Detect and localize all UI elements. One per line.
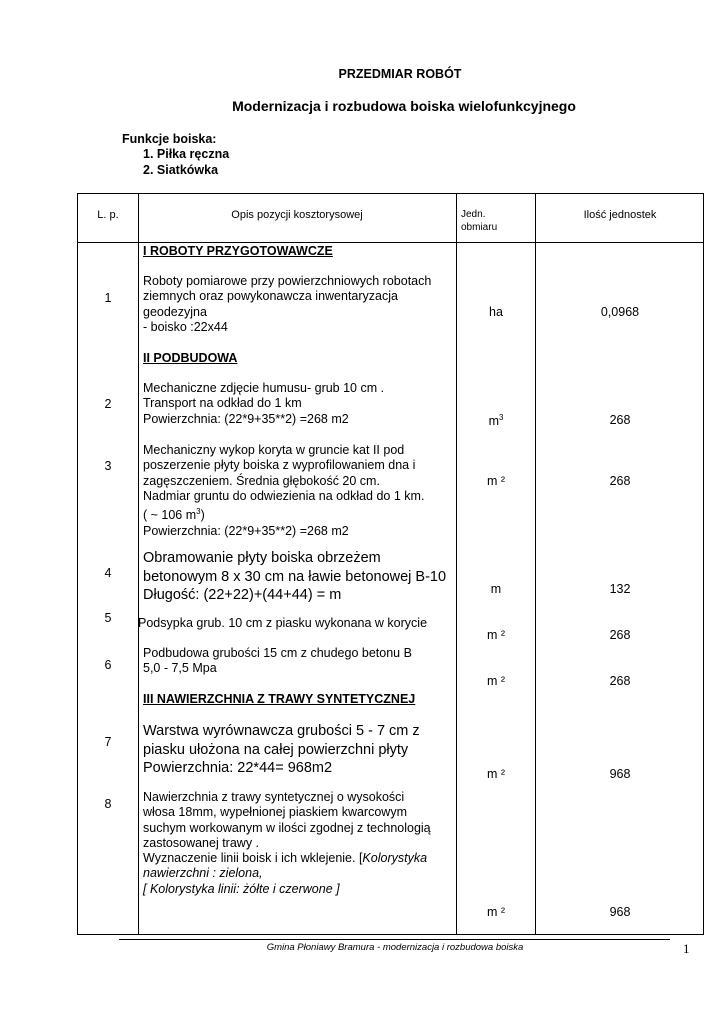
function-item: 1. Piłka ręczna <box>143 147 230 161</box>
footer-text: Gmina Płoniawy Bramura - modernizacja i rozbudowa boiska <box>266 942 524 953</box>
row-unit: m <box>490 582 502 596</box>
row-unit: m ² <box>486 674 506 688</box>
row-lp: 4 <box>104 566 112 580</box>
column-divider <box>138 194 139 934</box>
row-quantity: 132 <box>609 582 631 596</box>
row-unit: m ² <box>486 767 506 781</box>
row-description: Mechaniczne zdjęcie humusu- grub 10 cm . Transport na odkład do 1 km Powierzchnia: (22*9+35**2) =268 m2 <box>143 381 385 426</box>
row-lp: 1 <box>104 291 112 305</box>
row-description: Nawierzchnia z trawy syntetycznej o wysokości włosa 18mm, wypełnionej piaskiem kwarcowym suchym workowanym w ilości zgodnej z technologią zastosowanej trawy . Wyznaczenie linii boisk i ich wklejenie. [Kolorystyka nawierzchni : zielona, [ Kolorystyka linii: żółte i czerwone ] <box>143 790 431 896</box>
row-unit: ha <box>489 305 503 319</box>
row-lp: 6 <box>104 658 112 672</box>
header-quantity: Ilość jednostek <box>583 209 657 221</box>
row-unit: m ² <box>486 474 506 488</box>
row-lp: 3 <box>104 459 112 473</box>
row-description: Roboty pomiarowe przy powierzchniowych robotach ziemnych oraz powykonawcza inwentaryzacja geodezyjna - boisko :22x44 <box>143 274 432 334</box>
header-lp: L. p. <box>97 209 119 221</box>
document-subtitle: Modernizacja i rozbudowa boiska wielofunkcyjnego <box>232 98 576 114</box>
row-quantity: 968 <box>609 905 631 919</box>
row-quantity: 268 <box>609 674 631 688</box>
footer-divider <box>119 939 670 940</box>
document-title: PRZEDMIAR ROBÓT <box>338 67 462 81</box>
row-quantity: 268 <box>609 474 631 488</box>
row-description: Podsypka grub. 10 cm z piasku wykonana w korycie <box>138 616 428 630</box>
page-number: 1 <box>683 941 690 956</box>
section-heading: II PODBUDOWA <box>143 351 238 365</box>
function-item: 2. Siatkówka <box>143 163 219 177</box>
row-unit: $m^3$ <box>488 413 504 429</box>
header-description: Opis pozycji kosztorysowej <box>231 209 363 221</box>
row-description: Podbudowa grubości 15 cm z chudego betonu B 5,0 - 7,5 Mpa <box>143 646 412 676</box>
row-quantity: 268 <box>609 413 631 427</box>
row-description: Mechaniczny wykop koryta w gruncie kat II pod poszerzenie płyty boiska z wyprofilowaniem dna i zagęszczeniem. Średnia głębokość 20 cm. Nadmiar gruntu do odwiezienia na odkład do 1 km. ( ~ 106 $m^3$) Powierzchnia: (22*9+35**2) =268 m2 <box>143 443 425 538</box>
row-lp: 7 <box>104 735 112 749</box>
section-heading: I ROBOTY PRZYGOTOWAWCZE <box>143 244 333 258</box>
row-quantity: 968 <box>609 767 631 781</box>
row-lp: 5 <box>104 611 112 625</box>
row-lp: 8 <box>104 797 112 811</box>
section-heading: III NAWIERZCHNIA Z TRAWY SYNTETYCZNEJ <box>143 692 416 706</box>
functions-heading: Funkcje boiska: <box>122 132 217 146</box>
header-divider <box>78 242 703 243</box>
row-unit: m ² <box>486 905 506 919</box>
row-description: Obramowanie płyty boiska obrzeżem betonowym 8 x 30 cm na ławie betonowej B-10 Długość: (22+22)+(44+44) = m <box>143 550 447 603</box>
row-quantity: 268 <box>609 628 631 642</box>
bill-of-quantities-table <box>77 193 704 935</box>
row-description: Warstwa wyrównawcza grubości 5 - 7 cm z piasku ułożona na całej powierzchni płyty Powierzchnia: 22*44= 968m2 <box>143 723 420 776</box>
row-quantity: 0,0968 <box>600 305 640 319</box>
header-unit: Jedn. obmiaru <box>461 209 498 233</box>
row-lp: 2 <box>104 397 112 411</box>
row-unit: m ² <box>486 628 506 642</box>
